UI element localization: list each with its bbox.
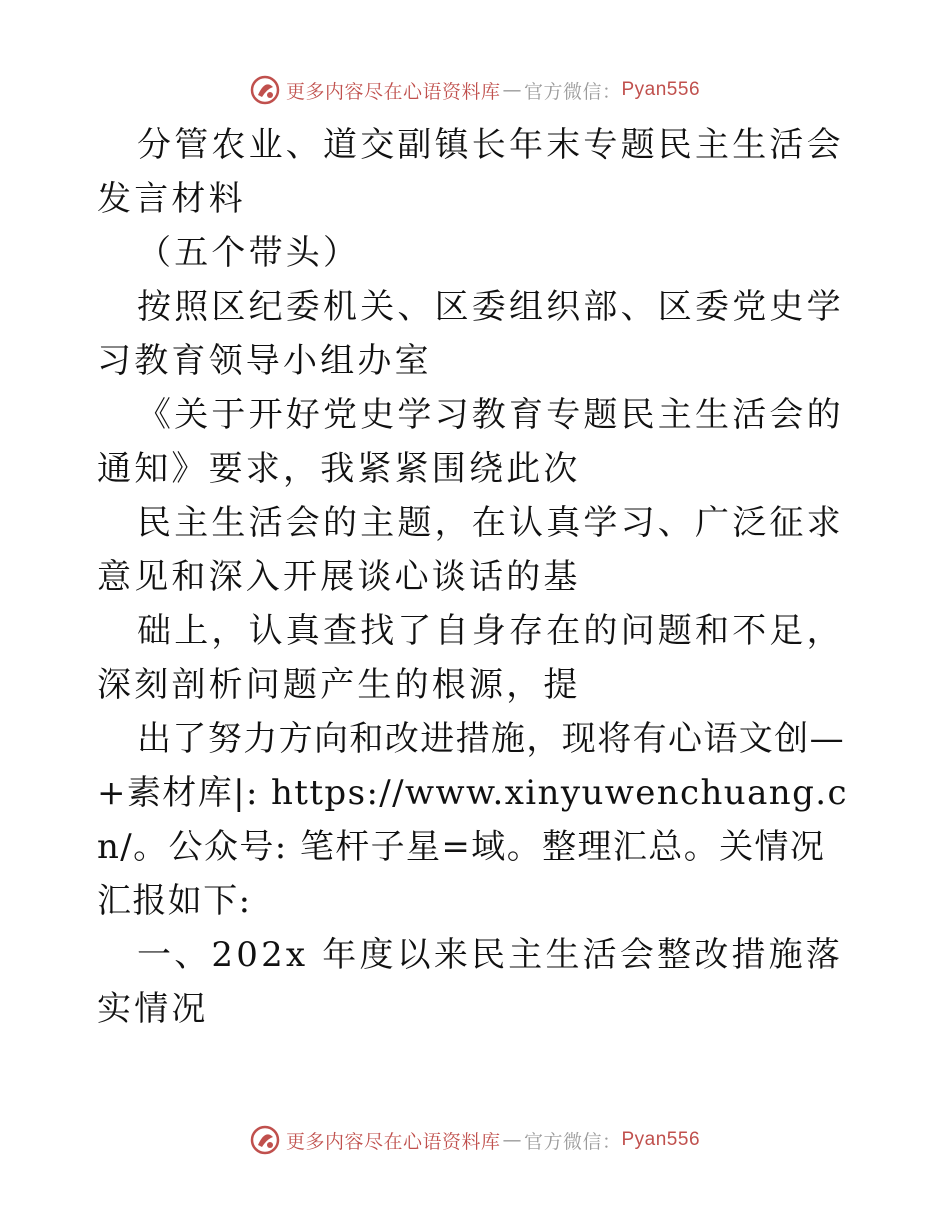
document-title: 分管农业、道交副镇长年末专题民主生活会发言材料 [97,125,844,219]
paragraph: 出了努力方向和改进措施，现将有心语文创—+素材库|: https://www.xinyuwenchuang.cn/。公众号: 笔杆子星=域。整理汇总。关情况汇报如下: [97,719,848,921]
section-heading: 一、202x 年度以来民主生活会整改措施落实情况 [97,935,844,1029]
watermark-wechat-label: 官方微信： [523,80,622,103]
brand-logo-icon [250,1125,280,1155]
watermark-header [0,70,950,110]
document-body [97,118,857,1036]
document-subtitle: （五个带头） [137,233,361,273]
paragraph: 《关于开好党史学习教育专题民主生活会的通知》要求，我紧紧围绕此次 [97,395,844,489]
paragraph: 民主生活会的主题，在认真学习、广泛征求意见和深入开展谈心谈话的基 [97,503,844,597]
watermark-wechat-label: 官方微信： [523,1130,622,1153]
watermark-separator: — [502,1129,522,1151]
watermark-wechat-id: Pyan556 [621,1129,701,1150]
paragraph: 按照区纪委机关、区委组织部、区委党史学习教育领导小组办室 [97,287,844,381]
watermark-text: 更多内容尽在心语资料库 [285,1130,501,1153]
brand-logo-icon [250,75,280,105]
watermark-footer [0,1120,950,1160]
watermark-wechat-id: Pyan556 [621,79,701,100]
watermark-text: 更多内容尽在心语资料库 [285,80,501,103]
paragraph: 础上，认真查找了自身存在的问题和不足，深刻剖析问题产生的根源，提 [97,611,844,705]
watermark-separator: — [502,79,522,101]
